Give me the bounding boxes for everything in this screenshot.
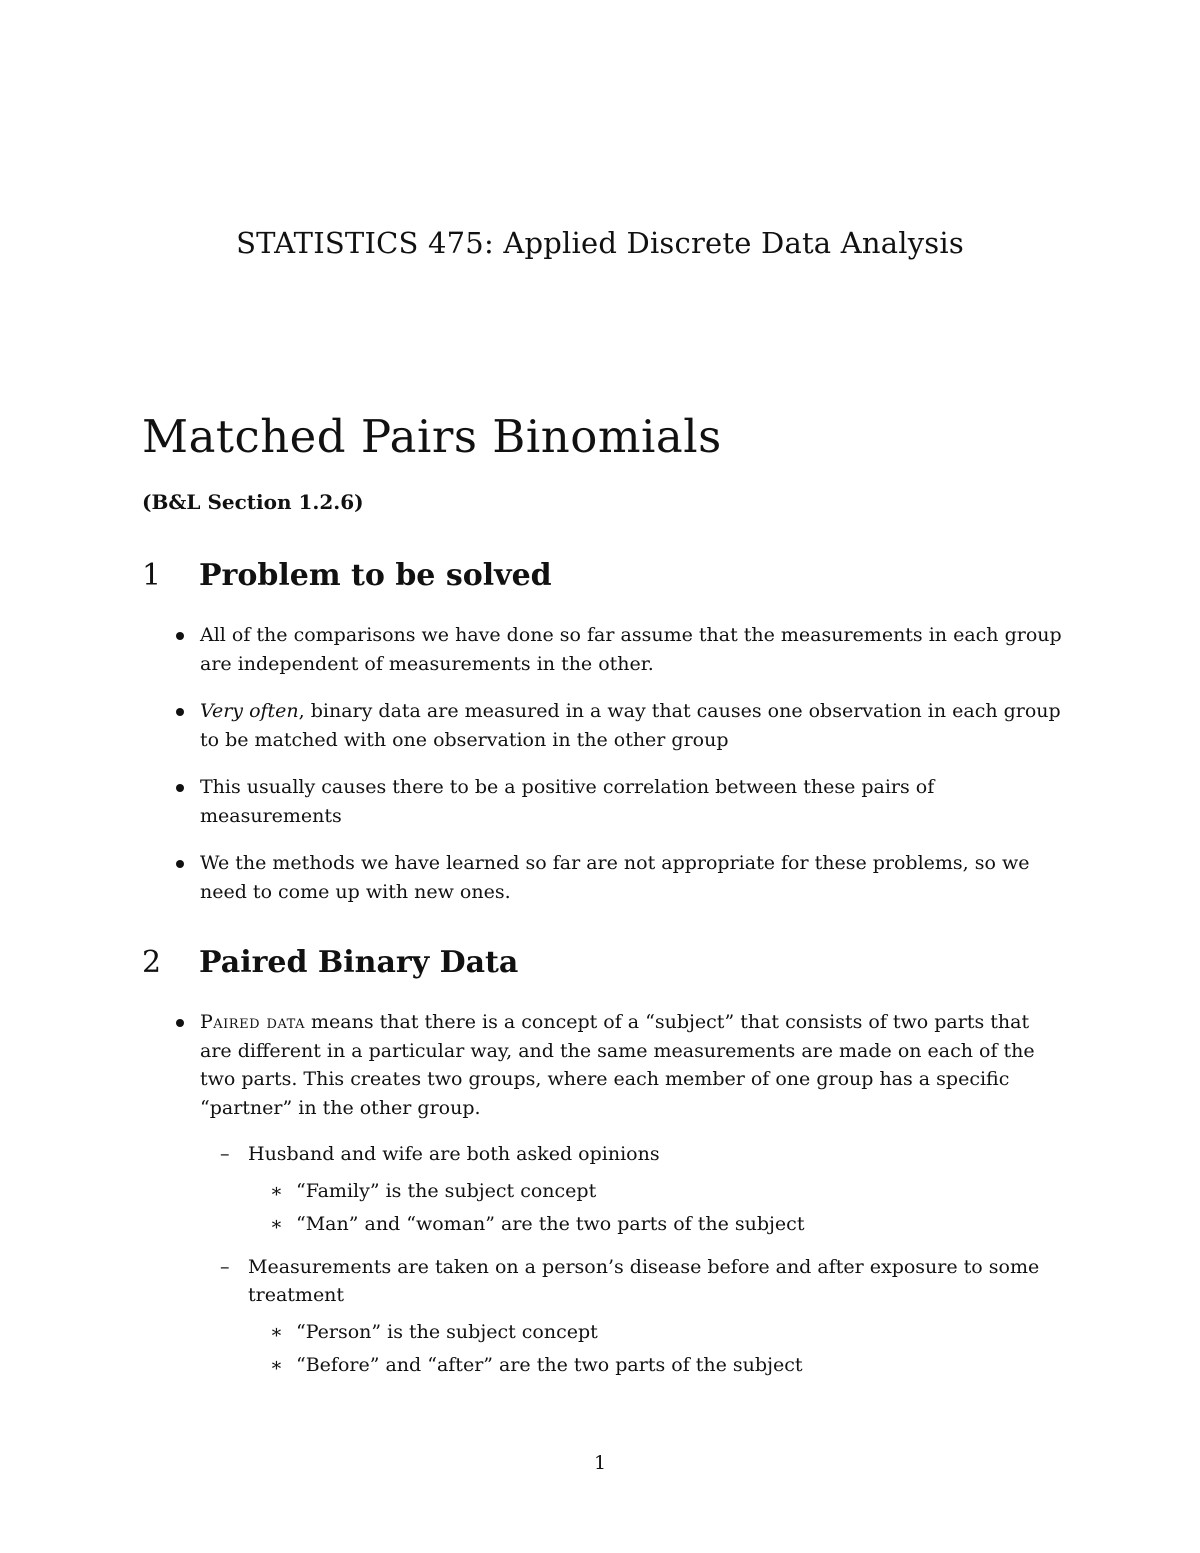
bullet-text: All of the comparisons we have done so far assume that the measurements in each group are independent of measurements in the other. <box>200 624 1062 675</box>
term-small-caps: Paired data <box>200 1011 305 1033</box>
bullet-text: This usually causes there to be a positive correlation between these pairs of measurements <box>200 776 935 827</box>
example-item <box>248 1140 1062 1239</box>
example-detail-list <box>296 1318 1062 1380</box>
example-item <box>248 1253 1062 1380</box>
section-1-bullet-list <box>200 621 1062 925</box>
course-title: STATISTICS 475: Applied Discrete Data Analysis <box>236 226 964 260</box>
example-list <box>248 1140 1062 1380</box>
list-item <box>200 621 1062 678</box>
bullet-text: means that there is a concept of a “subject” that consists of two parts that are different in a particular way, and the same measurements are made on each of the two parts. This creates two groups, where each member of one group has a specific “partner” in the other group. <box>200 1011 1035 1119</box>
detail-item: ∗ “Before” and “after” are the two parts of the subject <box>296 1351 1062 1380</box>
section-1-number: 1 <box>142 558 162 593</box>
section-1-title: Problem to be solved <box>199 558 552 593</box>
example-text: Measurements are taken on a person’s disease before and after exposure to some treatment <box>248 1255 1040 1306</box>
detail-item: ∗ “Man” and “woman” are the two parts of the subject <box>296 1210 1062 1239</box>
section-reference: (B&L Section 1.2.6) <box>142 490 364 514</box>
bullet-text: We the methods we have learned so far are not appropriate for these problems, so we need to come up with new ones. <box>200 852 1030 903</box>
detail-item: ∗ “Family” is the subject concept <box>296 1177 1062 1206</box>
list-item <box>200 849 1062 906</box>
document-title: Matched Pairs Binomials <box>142 410 722 463</box>
section-2-number: 2 <box>142 945 162 980</box>
page-number: 1 <box>593 1452 607 1474</box>
example-text: Husband and wife are both asked opinions <box>248 1143 660 1165</box>
section-2-heading <box>142 945 518 980</box>
section-2-bullet-list <box>200 1008 1062 1399</box>
example-detail-list <box>296 1177 1062 1239</box>
bullet-text: , binary data are measured in a way that causes one observation in each group to be matched with one observation in the other group <box>200 700 1061 751</box>
section-1-heading <box>142 558 552 593</box>
section-2-title: Paired Binary Data <box>199 945 519 980</box>
list-item <box>200 1008 1062 1380</box>
list-item <box>200 773 1062 830</box>
detail-item: ∗ “Person” is the subject concept <box>296 1318 1062 1347</box>
emphasis-text: Very often <box>200 700 299 722</box>
list-item <box>200 697 1062 754</box>
